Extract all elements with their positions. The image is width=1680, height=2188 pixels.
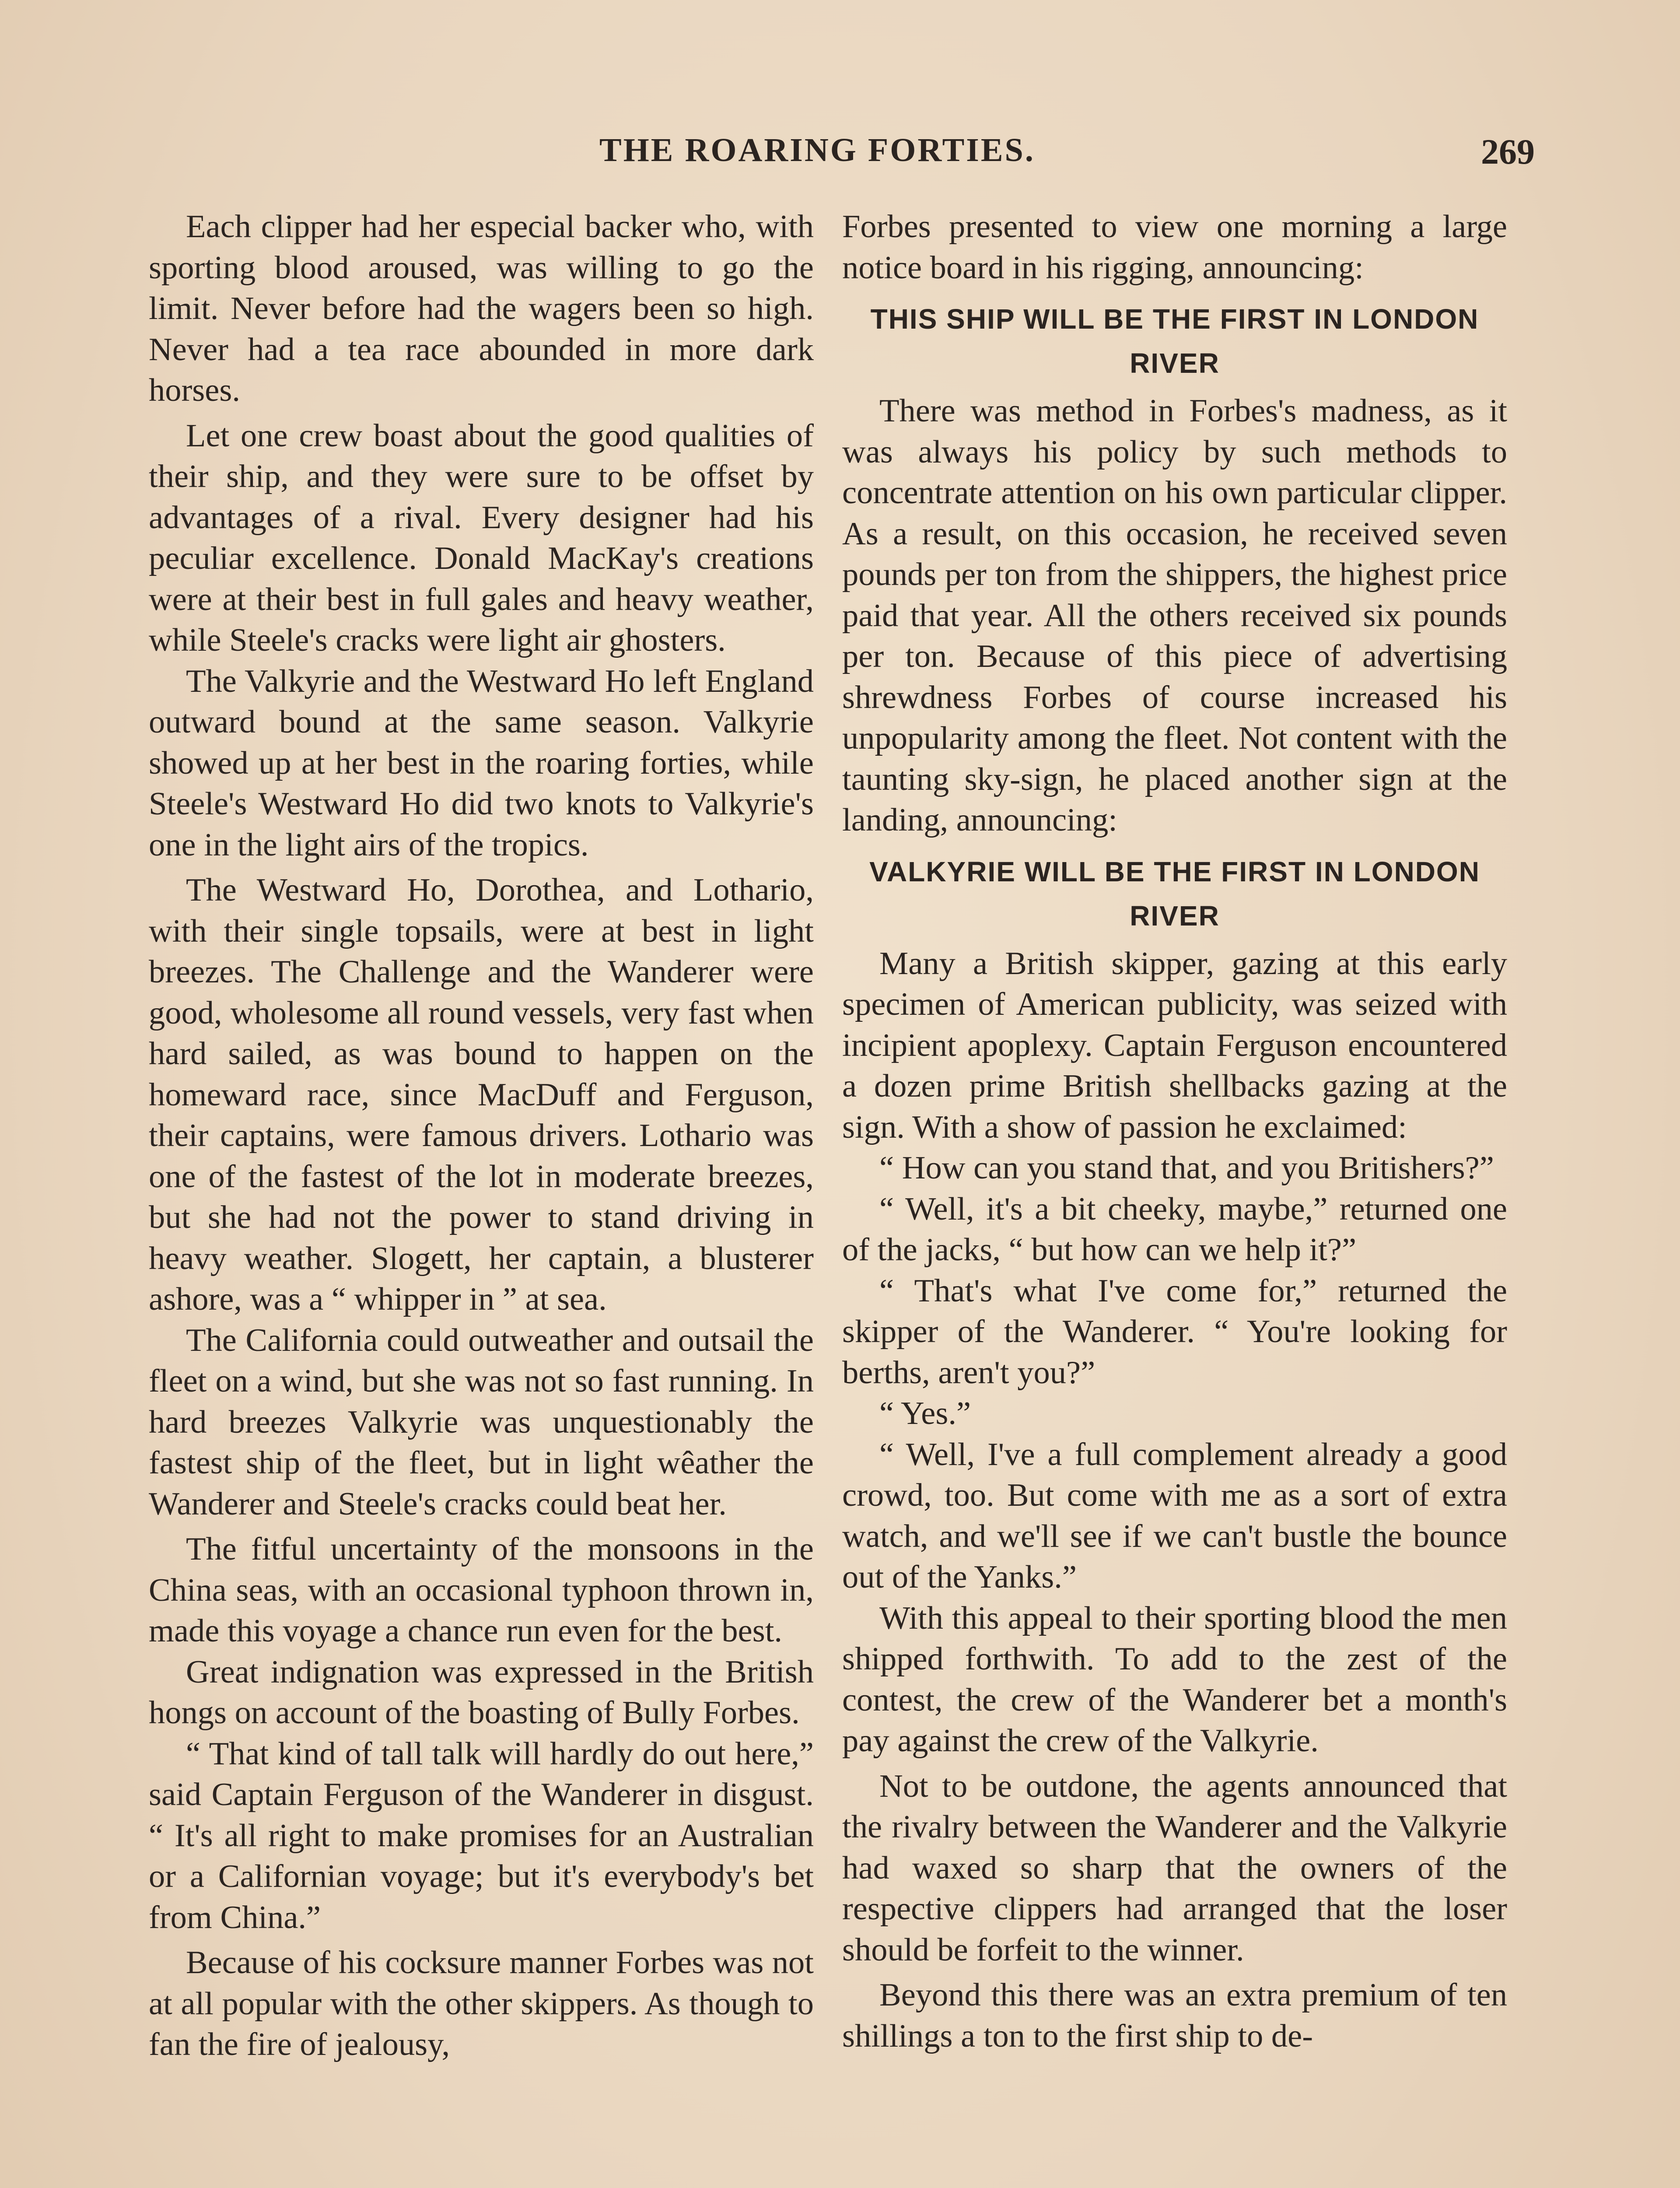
left-column: [149, 207, 814, 2065]
paragraph: The California could outweather and outsail the fleet on a wind, but she was not so fast running. In hard breezes Valkyrie was unquestionably the fastest ship of the fleet, but in light wêather the Wanderer and Steele's cracks could beat her.: [149, 1322, 814, 1522]
paragraph: Beyond this there was an extra premium of ten shillings a ton to the first ship to de-: [842, 1977, 1507, 2054]
dialogue-line: “ That's what I've come for,” returned the skipper of the Wanderer. “ You're looking for berths, aren't you?”: [842, 1273, 1507, 1391]
paragraph: There was method in Forbes's madness, as it was always his policy by such methods to concentrate attention on his own particular clipper. As a result, on this occasion, he received seven pounds per ton from the shippers, the highest price paid that year. All the others received six pounds per ton. Because of this piece of advertising shrewdness Forbes of course increased his unpopularity among the fleet. Not content with the taunting sky-sign, he placed another sign at the landing, announcing:: [842, 393, 1507, 838]
dialogue-line: “ How can you stand that, and you Britishers?”: [879, 1150, 1494, 1186]
notice-sign-heading: VALKYRIE WILL BE THE FIRST IN LONDON RIVER: [869, 856, 1480, 932]
page-number: 269: [1481, 132, 1535, 172]
paragraph: The Westward Ho, Dorothea, and Lothario, with their single topsails, were at best in light breezes. The Challenge and the Wanderer were good, wholesome all round vessels, very fast when hard sailed, as was bound to happen on the homeward race, since MacDuff and Ferguson, their captains, were famous drivers. Lothario was one of the fastest of the lot in moderate breezes, but she had not the power to stand driving in heavy weather. Slogett, her captain, a blusterer ashore, was a “ whipper in ” at sea.: [149, 872, 814, 1317]
running-title: THE ROARING FORTIES.: [599, 132, 1035, 168]
paragraph-continued: Forbes presented to view one morning a large notice board in his rigging, announcing:: [842, 209, 1507, 286]
paragraph: With this appeal to their sporting blood the men shipped forthwith. To add to the zest of the contest, the crew of the Wanderer bet a month's pay against the crew of the Valkyrie.: [842, 1600, 1507, 1759]
dialogue-line: “ Well, I've a full complement already a good crowd, too. But come with me as a sort of extra watch, and we'll see if we can't bustle the bounce out of the Yanks.”: [842, 1436, 1507, 1595]
paragraph: “ That kind of tall talk will hardly do out here,” said Captain Ferguson of the Wanderer in disgust. “ It's all right to make promises for an Australian or a Californian voyage; but it's everybody's bet from China.”: [149, 1736, 814, 1936]
paragraph: Let one crew boast about the good qualities of their ship, and they were sure to be offset by advantages of a rival. Every designer had his peculiar excellence. Donald MacKay's creations were at their best in full gales and heavy weather, while Steele's cracks were light air ghosters.: [149, 417, 814, 658]
paragraph: Each clipper had her especial backer who, with sporting blood aroused, was willing to go the limit. Never before had the wagers been so high. Never had a tea race abounded in more dark horses.: [149, 209, 814, 408]
notice-sign-heading: THIS SHIP WILL BE THE FIRST IN LONDON RIVER: [870, 303, 1479, 379]
paragraph: The fitful uncertainty of the monsoons in the China seas, with an occasional typhoon thrown in, made this voyage a chance run even for the best.: [149, 1531, 814, 1649]
paragraph: Because of his cocksure manner Forbes was not at all popular with the other skippers. As though to fan the fire of jealousy,: [149, 1945, 814, 2062]
paragraph: Not to be outdone, the agents announced that the rivalry between the Wanderer and the Valkyrie had waxed so sharp that the owners of the respective clippers had arranged that the loser should be forfeit to the winner.: [842, 1768, 1507, 1968]
paragraph: Many a British skipper, gazing at this early specimen of American publicity, was seized with incipient apoplexy. Captain Ferguson encountered a dozen prime British shellbacks gazing at the sign. With a show of passion he exclaimed:: [842, 945, 1507, 1145]
paragraph: The Valkyrie and the Westward Ho left England outward bound at the same season. Valkyrie showed up at her best in the roaring forties, while Steele's Westward Ho did two knots to Valkyrie's one in the light airs of the tropics.: [149, 663, 814, 863]
right-column: [842, 207, 1507, 2057]
dialogue-line: “ Yes.”: [879, 1396, 971, 1431]
paragraph: Great indignation was expressed in the British hongs on account of the boasting of Bully Forbes.: [149, 1654, 814, 1731]
dialogue-line: “ Well, it's a bit cheeky, maybe,” returned one of the jacks, “ but how can we help it?”: [842, 1191, 1507, 1268]
